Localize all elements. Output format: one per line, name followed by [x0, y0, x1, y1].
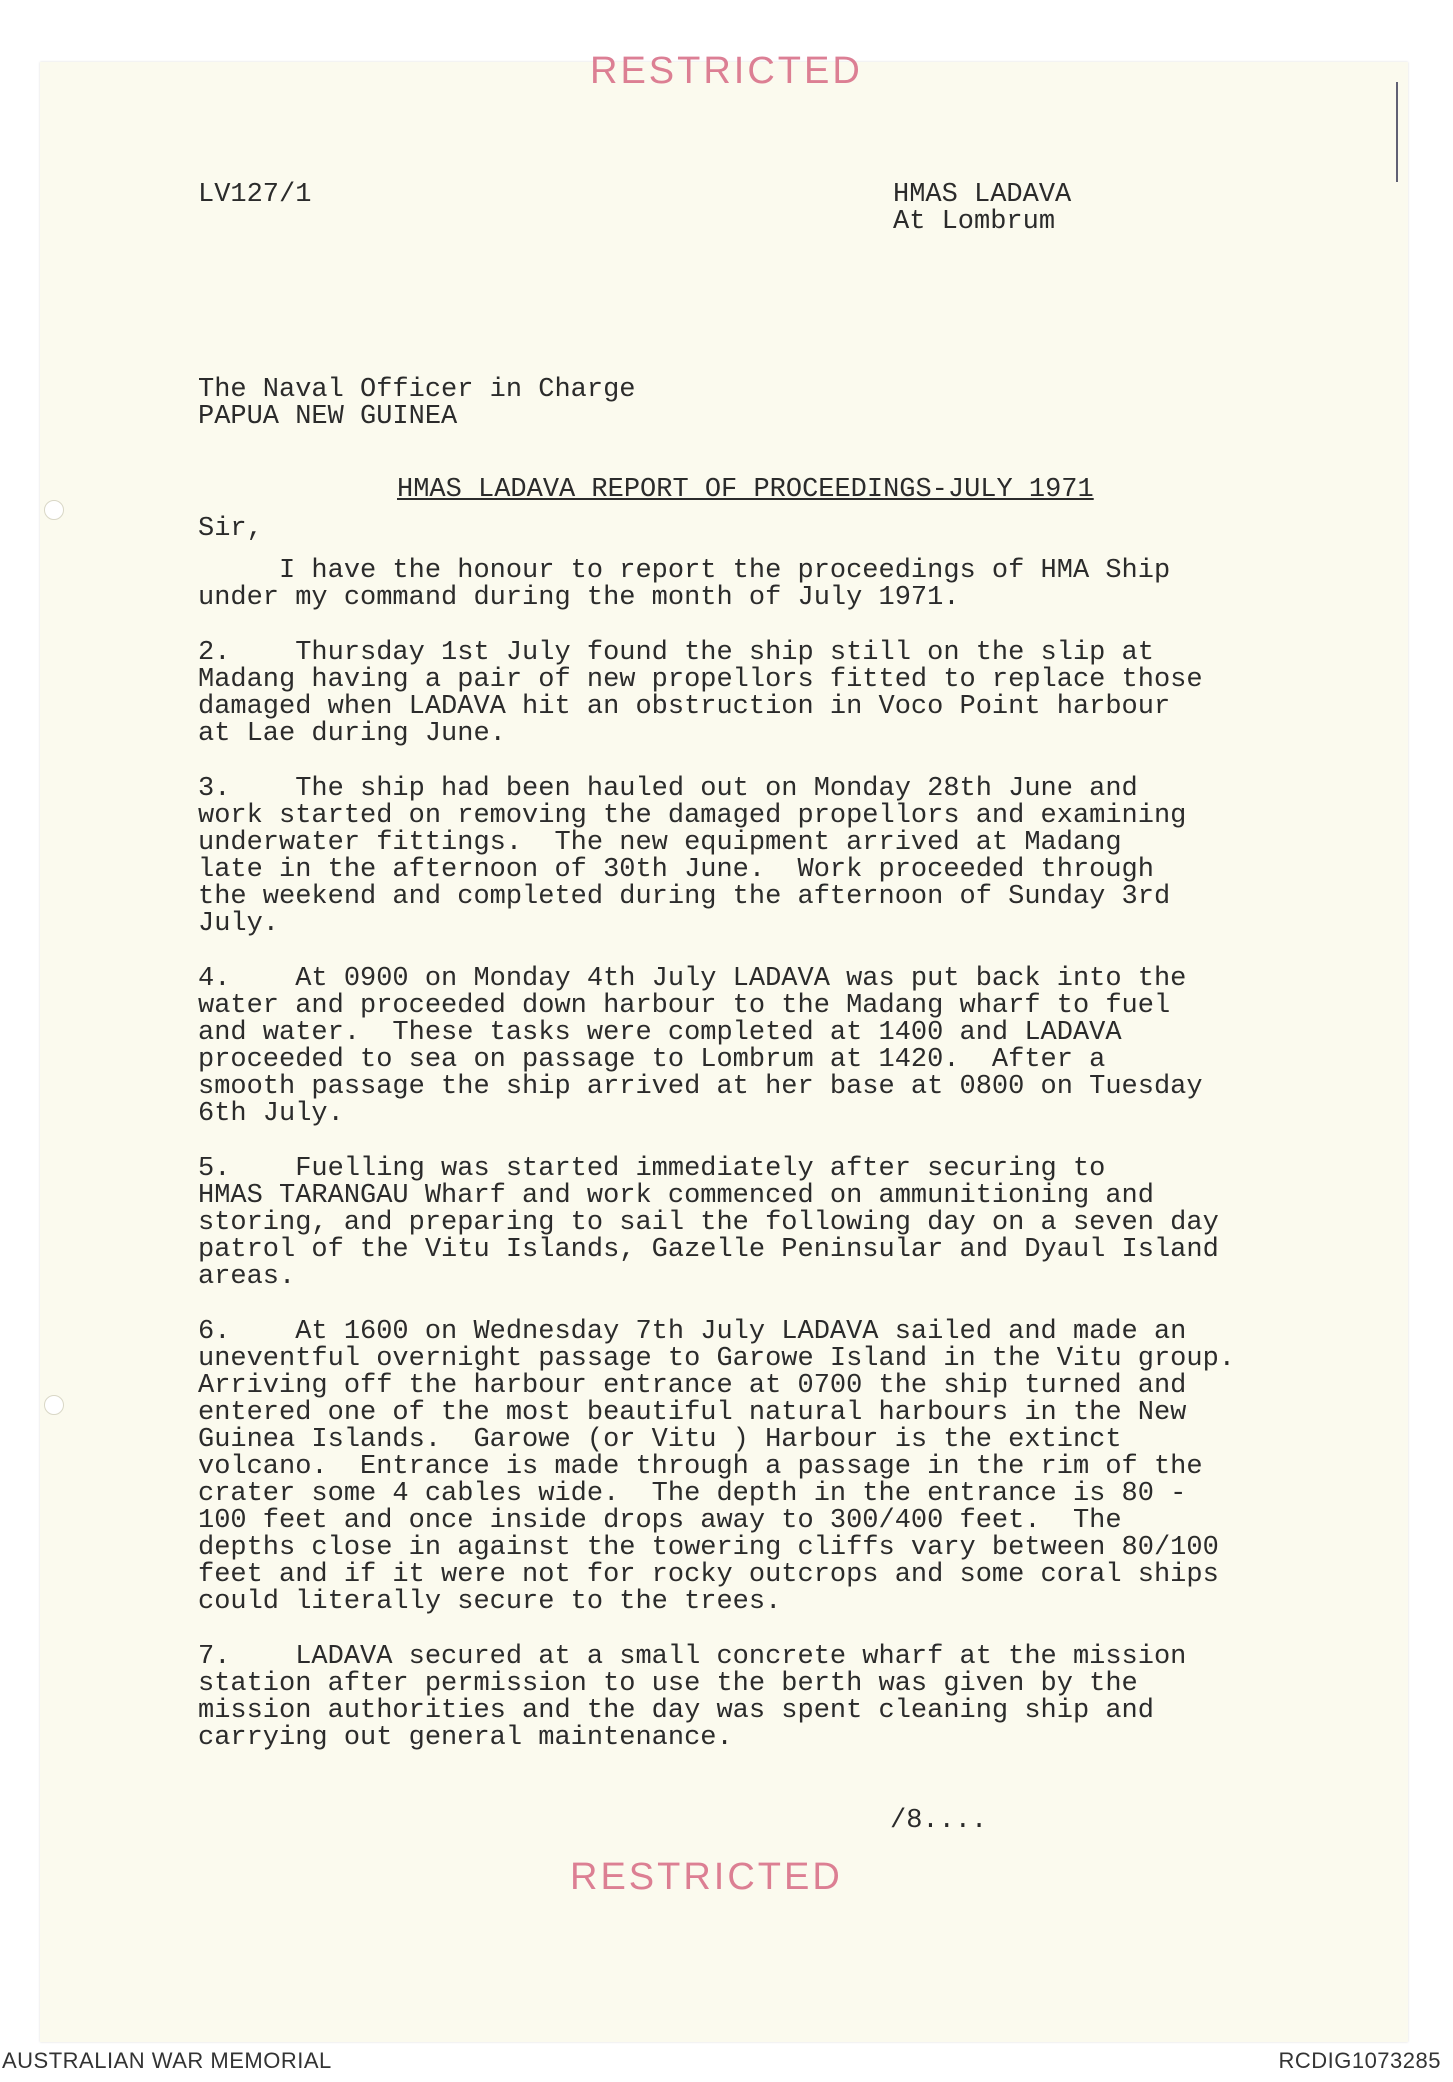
report-title: HMAS LADAVA REPORT OF PROCEEDINGS-JULY 1971 [397, 475, 1094, 505]
salutation: Sir, [198, 514, 263, 544]
restricted-stamp-bottom: RESTRICTED [570, 1856, 843, 1898]
paragraph-4: 4. At 0900 on Monday 4th July LADAVA was put back into the water and proceeded down harbour to the Madang wharf to fuel and water. These tasks were completed at 1400 and LADAVA proceeded to sea on passage to Lombrum at 1420. After a smooth passage the ship arrived at her base at 0800 on Tuesday 6th July. [198, 964, 1203, 1129]
paragraph-2: 2. Thursday 1st July found the ship still on the slip at Madang having a pair of new propellors fitted to replace those damaged when LADAVA hit an obstruction in Voco Point harbour at Lae during June. [198, 638, 1203, 749]
archive-credit: AUSTRALIAN WAR MEMORIAL [2, 2048, 332, 2073]
ship-name: HMAS LADAVA [893, 180, 1072, 210]
punch-hole [44, 500, 64, 520]
file-reference: LV127/1 [198, 180, 312, 210]
page-continuation: /8.... [890, 1806, 988, 1836]
margin-pen-mark [1396, 82, 1398, 182]
report-body [198, 558, 1288, 1780]
addressee-line: The Naval Officer in Charge [198, 375, 636, 405]
archive-id: RCDIG1073285 [1278, 2048, 1441, 2073]
paragraph-7: 7. LADAVA secured at a small concrete wharf at the mission station after permission to use the berth was given by the mission authorities and the day was spent cleaning ship and carrying out general maintenance. [198, 1642, 1187, 1753]
restricted-stamp-top: RESTRICTED [590, 50, 863, 92]
ship-address [893, 182, 1071, 236]
ship-location: At Lombrum [893, 207, 1056, 237]
paragraph-6: 6. At 1600 on Wednesday 7th July LADAVA sailed and made an uneventful overnight passage to Garowe Island in the Vitu group. Arriving off the harbour entrance at 0700 the ship turned and entered one of the most beautiful natural harbours in the New Guinea Islands. Garowe (or Vitu ) Harbour is the extinct volcano. Entrance is made through a passage in the rim of the crater some 4 cables wide. The depth in the entrance is 80 - 100 feet and once inside drops away to 300/400 feet. The depths close in against the towering cliffs vary between 80/100 feet and if it were not for rocky outcrops and some coral ships could literally secure to the trees. [198, 1317, 1235, 1617]
punch-hole [44, 1395, 64, 1415]
paragraph-3: 3. The ship had been hauled out on Monday 28th June and work started on removing the damaged propellors and examining underwater fittings. The new equipment arrived at Madang late in the afternoon of 30th June. Work proceeded through the weekend and completed during the afternoon of Sunday 3rd July. [198, 774, 1187, 939]
addressee-line: PAPUA NEW GUINEA [198, 402, 458, 432]
paragraph-5: 5. Fuelling was started immediately after securing to HMAS TARANGAU Wharf and work commenced on ammunitioning and storing, and preparing to sail the following day on a seven day patrol of the Vitu Islands, Gazelle Peninsular and Dyaul Island areas. [198, 1154, 1219, 1292]
paragraph-intro: I have the honour to report the proceedings of HMA Ship under my command during the month of July 1971. [198, 556, 1171, 613]
addressee-block [198, 377, 635, 431]
